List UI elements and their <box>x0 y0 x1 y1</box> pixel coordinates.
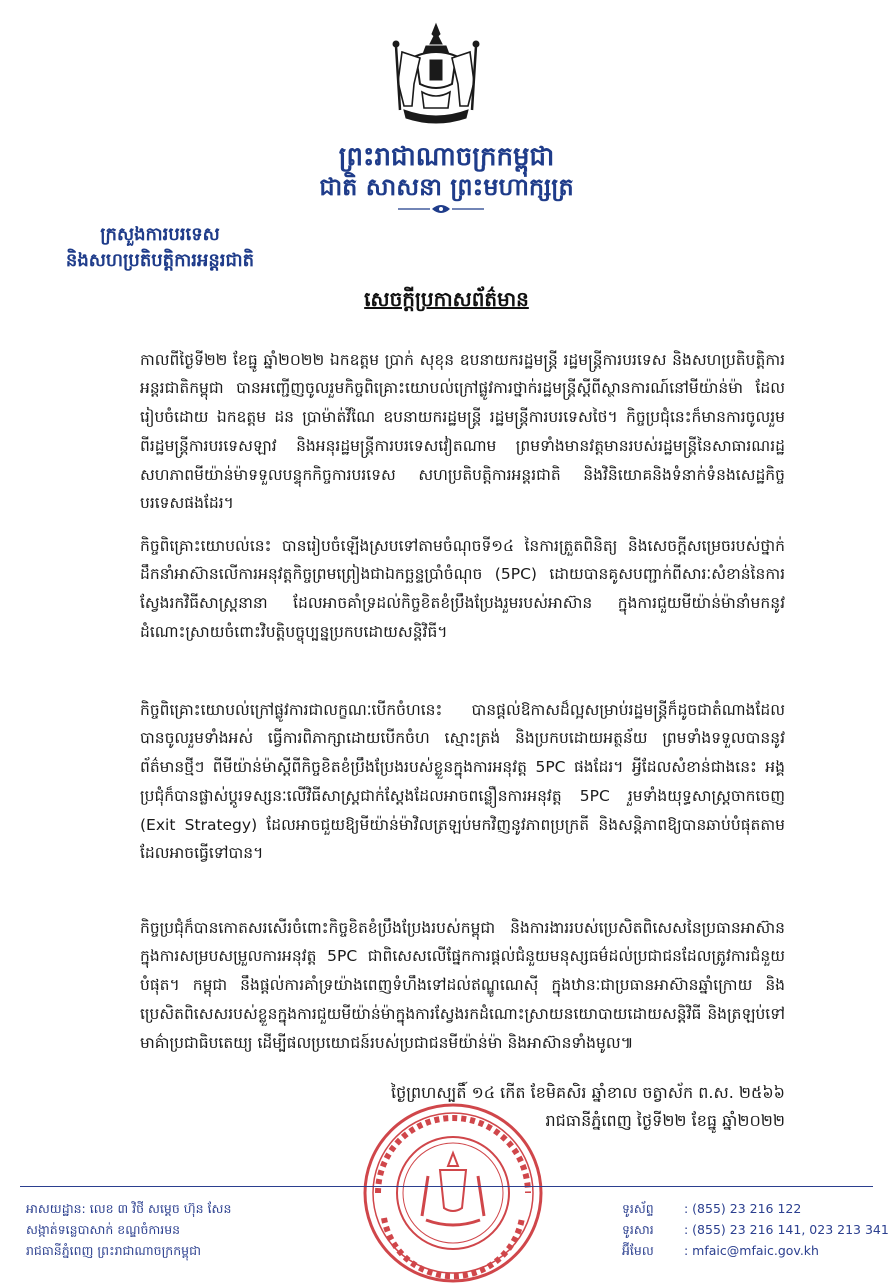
fax-label: ទូរសារ <box>622 1222 654 1237</box>
place-and-date: រាជធានីភ្នំពេញ ថ្ងៃទី២២ ខែធ្នូ ឆ្នាំ២០២២ <box>545 1111 785 1130</box>
address-line-1: លេខ ៣ វិថី សម្តេច ហ៊ុន សែន <box>89 1201 232 1216</box>
phone-label: ទូរស័ព្ទ <box>622 1201 654 1216</box>
document-title: សេចក្តីប្រកាសព័ត៌មាន <box>364 287 529 311</box>
national-motto: ជាតិ សាសនា ព្រះមហាក្សត្រ <box>319 173 574 201</box>
phone-number: : (855) 23 216 122 <box>684 1201 802 1216</box>
ornament-divider-icon <box>396 202 486 216</box>
footer-contact <box>622 1198 889 1261</box>
official-seal-icon <box>348 1098 558 1288</box>
footer-address <box>26 1198 231 1261</box>
address-line-3: រាជធានីភ្នំពេញ ព្រះរាជាណាចក្រកម្ពុជា <box>26 1243 201 1258</box>
kingdom-title: ព្រះរាជាណាចក្រកម្ពុជា <box>338 142 555 172</box>
lunar-date: ថ្ងៃព្រហស្បតិ៍ ១៤ កើត ខែមិគសិរ ឆ្នាំខាល ចត្វាស័ក ព.ស. ២៥៦៦ <box>391 1083 785 1102</box>
royal-crest-icon <box>386 22 486 130</box>
footer-divider <box>20 1186 873 1187</box>
ministry-name-line2: និងសហប្រតិបត្តិការអន្តរជាតិ <box>65 250 255 271</box>
ministry-name-line1: ក្រសួងការបរទេស <box>100 224 220 245</box>
address-line-2: សង្កាត់ទន្លេបាសាក់ ខណ្ឌចំការមន <box>26 1222 181 1237</box>
email-address[interactable]: : mfaic@mfaic.gov.kh <box>684 1243 819 1258</box>
fax-number: : (855) 23 216 141, 023 213 341 <box>684 1222 889 1237</box>
email-label: អ៊ីមែល <box>622 1243 654 1258</box>
body-paragraph-3: កិច្ចពិគ្រោះយោបល់ក្រៅផ្លូវការជាលក្ខណៈបើកចំហនេះ បានផ្តល់ឱកាសដ៏ល្អសម្រាប់រដ្ឋមន្ត្រីក៏ដូចជាតំណាងដែលបានចូលរួមទាំងអស់ ធ្វើការពិភាក្សាដោយបើកចំហ ស្មោះត្រង់ និងប្រកបដោយអត្ថន័យ ព្រមទាំងទទួលបាននូវព័ត៌មានថ្មីៗ ពីមីយ៉ាន់ម៉ាស្តីពីកិច្ចខិតខំប្រឹងប្រែងរបស់ខ្លួនក្នុងការអនុវត្ត 5PC ផងដែរ។ អ្វីដែលសំខាន់ជាងនេះ អង្គប្រជុំក៏បានផ្លាស់ប្តូរទស្សនៈលើវិធីសាស្ត្រជាក់ស្តែងដែលអាចពន្លឿនការអនុវត្ត 5PC រួមទាំងយុទ្ធសាស្ត្រចាកចេញ (Exit Strategy) ដែលអាចជួយឱ្យមីយ៉ាន់ម៉ាវិលត្រឡប់មកវិញនូវភាពប្រក្រតី និងសន្តិភាពឱ្យបានឆាប់បំផុតតាមដែលអាចធ្វើទៅបាន។ <box>140 700 785 863</box>
body-paragraph-1: កាលពីថ្ងៃទី២២ ខែធ្នូ ឆ្នាំ២០២២ ឯកឧត្តម ប្រាក់ សុខុន ឧបនាយករដ្ឋមន្ត្រី រដ្ឋមន្ត្រីការបរទេស និងសហប្រតិបត្តិការអន្តរជាតិកម្ពុជា បានអញ្ជើញចូលរួមកិច្ចពិគ្រោះយោបល់ក្រៅផ្លូវការថ្នាក់រដ្ឋមន្ត្រីស្តីពីស្ថានការណ៍នៅមីយ៉ាន់ម៉ា ដែលរៀបចំដោយ ឯកឧត្តម ដន ប្រាម៉ាត់វីណៃ ឧបនាយករដ្ឋមន្ត្រី រដ្ឋមន្ត្រីការបរទេសថៃ។ កិច្ចប្រជុំនេះក៏មានការចូលរួមពីរដ្ឋមន្ត្រីការបរទេសឡាវ និងអនុរដ្ឋមន្ត្រីការបរទេសវៀតណាម ព្រមទាំងមានវត្តមានរបស់រដ្ឋមន្ត្រីនៃសាធារណរដ្ឋសហភាពមីយ៉ាន់ម៉ាទទួលបន្ទុកកិច្ចការបរទេស សហប្រតិបត្តិការអន្តរជាតិ និងវិនិយោគនិងទំនាក់ទំនងសេដ្ឋកិច្ចបរទេសផងដែរ។ <box>140 350 785 513</box>
body-paragraph-2: កិច្ចពិគ្រោះយោបល់នេះ បានរៀបចំឡើងស្របទៅតាមចំណុចទី១៤ នៃការត្រួតពិនិត្យ និងសេចក្តីសម្រេចរបស់ថ្នាក់ដឹកនាំអាស៊ានលើការអនុវត្តកិច្ចព្រមព្រៀងជាឯកច្ឆន្ទប្រាំចំណុច (5PC) ដោយបានគូសបញ្ជាក់ពីសារៈសំខាន់នៃការស្វែងរកវិធីសាស្ត្រនានា ដែលអាចគាំទ្រដល់កិច្ចខិតខំប្រឹងប្រែងរួមរបស់អាស៊ាន ក្នុងការជួយមីយ៉ាន់ម៉ានាំមកនូវដំណោះស្រាយចំពោះវិបត្តិបច្ចុប្បន្នប្រកបដោយសន្តិវិធី។ <box>140 536 785 641</box>
address-label: អាសយដ្ឋាន: <box>26 1201 86 1216</box>
body-paragraph-4: កិច្ចប្រជុំក៏បានកោតសរសើរចំពោះកិច្ចខិតខំប្រឹងប្រែងរបស់កម្ពុជា និងការងាររបស់ប្រេសិតពិសេសនៃប្រធានអាស៊ាន ក្នុងការសម្របសម្រួលការអនុវត្ត 5PC ជាពិសេសលើផ្នែកការផ្តល់ជំនួយមនុស្សធម៌ដល់ប្រជាជនដែលត្រូវការជំនួយបំផុត។ កម្ពុជា នឹងផ្តល់ការគាំទ្រយ៉ាងពេញទំហឹងទៅដល់ឥណ្ឌូណេស៊ី ក្នុងឋានៈជាប្រធានអាស៊ានឆ្នាំក្រោយ និងប្រេសិតពិសេសរបស់ខ្លួនក្នុងការជួយមីយ៉ាន់ម៉ាក្នុងការស្វែងរកដំណោះស្រាយនយោបាយដោយសន្តិវិធី និងត្រឡប់ទៅមាគ៌ាប្រជាធិបតេយ្យ ដើម្បីផលប្រយោជន៍របស់ប្រជាជនមីយ៉ាន់ម៉ា និងអាស៊ានទាំងមូល៕ <box>140 918 785 1052</box>
